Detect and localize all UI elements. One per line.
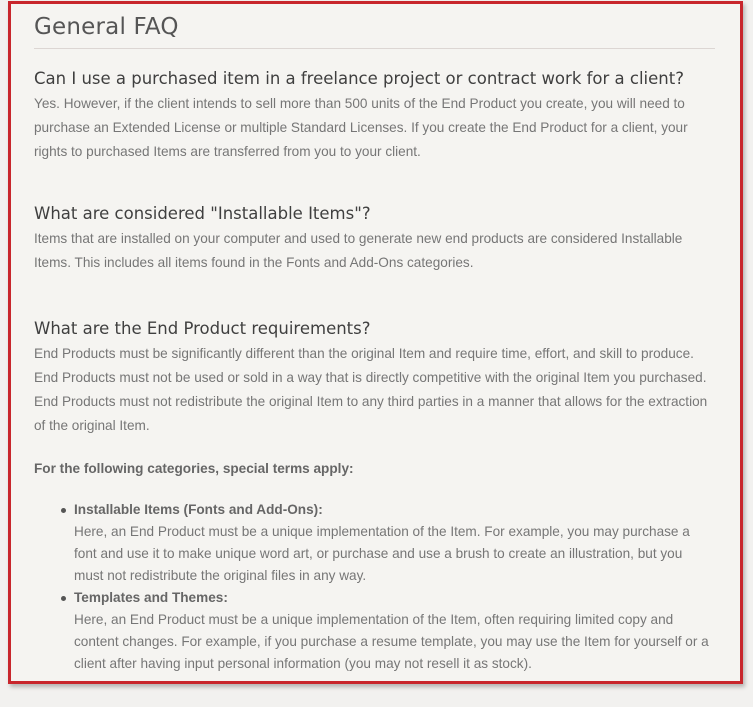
list-item (74, 587, 715, 675)
special-terms-list (34, 499, 715, 675)
faq-content (34, 4, 715, 675)
faq-question-freelance: Can I use a purchased item in a freelance project or contract work for a client? (34, 69, 684, 88)
faq-answer-end-product: End Products must be significantly different than the original Item and require time, effort, and skill to produce. End Products must not be used or sold in a way that is directly competitive with the original Item you purchased. End Products must not redistribute the original Item to any third parties in a manner that allows for the extraction of the original Item. (34, 346, 708, 433)
term-label: Installable Items (Fonts and Add-Ons): (74, 502, 323, 517)
faq-panel (8, 1, 743, 684)
special-terms-heading: For the following categories, special terms apply: (34, 461, 354, 476)
faq-answer-installable-items: Items that are installed on your computer and used to generate new end products are considered Installable Items. This includes all items found in the Fonts and Add-Ons categories. (34, 231, 683, 270)
list-item (74, 499, 715, 587)
bullet-icon (61, 508, 66, 513)
bullet-icon (61, 596, 66, 601)
page-title: General FAQ (34, 14, 715, 49)
term-body: Here, an End Product must be a unique implementation of the Item. For example, you may purchase a font and use it to make unique word art, or purchase and use a brush to create an illustration, but you must not redistribute the original files in any way. (74, 524, 690, 583)
faq-question-installable-items: What are considered "Installable Items"? (34, 204, 371, 223)
faq-question-end-product: What are the End Product requirements? (34, 319, 371, 338)
term-body: Here, an End Product must be a unique implementation of the Item, often requiring limited copy and content changes. For example, if you purchase a resume template, you may use the Item for yourself or a client after having input personal information (you may not resell it as stock). (74, 612, 709, 671)
term-label: Templates and Themes: (74, 590, 228, 605)
faq-answer-freelance: Yes. However, if the client intends to sell more than 500 units of the End Product you create, you will need to purchase an Extended License or multiple Standard Licenses. If you create the End Product for a client, your rights to purchased Items are transferred from you to your client. (34, 96, 688, 159)
